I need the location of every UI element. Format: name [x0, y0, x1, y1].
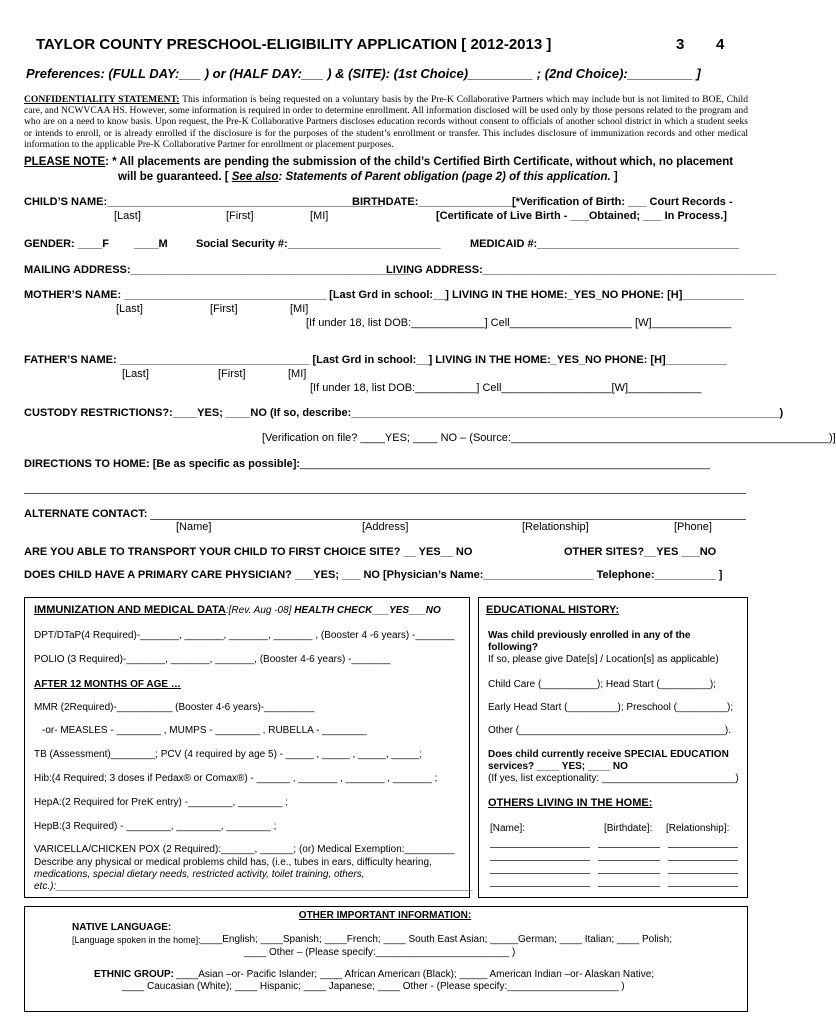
prev-enrolled-q3: If so, please give Date[s] / Location[s] as applicable) — [488, 654, 719, 665]
describe-line-3[interactable]: etc.):___________________________________________________________________________ — [34, 881, 474, 892]
prev-enrolled-q2: following? — [488, 642, 538, 653]
certificate-status[interactable]: [Certificate of Live Birth - ___Obtained; ___ In Process.] — [436, 210, 727, 222]
hepb-line[interactable]: HepB:(3 Required) - ________, ________, ________ ; — [34, 821, 277, 832]
custody-restrictions[interactable]: CUSTODY RESTRICTIONS?:____YES; ____NO (If so, describe:______________________________________________________________________) — [24, 407, 784, 419]
directions-field[interactable]: ___________________________________________________________________ — [300, 458, 710, 470]
see-also: See also — [231, 171, 279, 183]
please-note-line2a: will be guaranteed. [ — [118, 171, 232, 183]
living-address-field[interactable]: LIVING ADDRESS:________________________________________________ — [386, 264, 777, 276]
tb-pcv-line[interactable]: TB (Assessment)________; PCV (4 required by age 5) - _____ , _____ , _____, _____; — [34, 749, 423, 760]
father-last-label: [Last] — [122, 368, 149, 380]
other-sites[interactable]: OTHER SITES?__YES ___NO — [564, 546, 717, 558]
mother-dob-cell-line[interactable]: [If under 18, list DOB:____________] Cell____________________ [W]_____________ — [306, 317, 732, 329]
child-mi-label: [MI] — [310, 210, 329, 222]
please-note — [24, 155, 748, 185]
custody-verification[interactable]: [Verification on file? ____YES; ____ NO – (Source:____________________________________________________)] — [262, 432, 836, 444]
other-info-header: OTHER IMPORTANT INFORMATION: — [298, 910, 472, 921]
confidentiality-label: CONFIDENTIALITY STATEMENT: — [24, 94, 180, 105]
others-row-2-birthdate[interactable] — [598, 860, 660, 861]
confidentiality-statement — [24, 94, 748, 150]
education-other[interactable]: Other (_____________________________________). — [488, 725, 732, 736]
others-row-4-birthdate[interactable] — [598, 886, 660, 887]
page-num-4: 4 — [716, 36, 725, 53]
alt-relationship-label: [Relationship] — [522, 521, 589, 533]
preferences-line[interactable]: Preferences: (FULL DAY:___ ) or (HALF DAY:___ ) & (SITE): (1st Choice)_________ ; (2nd Choice):_________ ] — [26, 66, 701, 81]
others-row-3-birthdate[interactable] — [598, 873, 660, 874]
ssn-field[interactable]: Social Security #:_________________________ — [196, 238, 441, 250]
ethnic-group-label: ETHNIC GROUP: — [94, 969, 174, 980]
please-note-line1: : * All placements are pending the submission of the child’s Certified Birth Certificate, without which, no placement — [105, 156, 734, 168]
mother-last-label: [Last] — [116, 303, 143, 315]
alt-phone-label: [Phone] — [674, 521, 712, 533]
transport-question[interactable]: ARE YOU ABLE TO TRANSPORT YOUR CHILD TO FIRST CHOICE SITE? __ YES__ NO — [24, 546, 473, 558]
polio-line[interactable]: POLIO (3 Required)-_______, _______, _______, (Booster 4-6 years) -_______ — [34, 654, 391, 665]
please-note-label: PLEASE NOTE — [24, 156, 106, 168]
others-col-relationship: [Relationship]: — [666, 823, 730, 834]
others-col-birthdate: [Birthdate]: — [604, 823, 653, 834]
immunization-header — [34, 604, 441, 616]
measles-mumps-rubella-line[interactable]: -or- MEASLES - ________ , MUMPS - ________ , RUBELLA - ________ — [42, 725, 367, 736]
varicella-line[interactable]: VARICELLA/CHICKEN POX (2 Required):______, ______; (or) Medical Exemption:_________ — [34, 844, 455, 855]
language-hint: [Language spoken in the home]: — [72, 935, 201, 945]
gender-male[interactable]: ____M — [134, 238, 168, 250]
prev-enrolled-q1: Was child previously enrolled in any of the — [488, 630, 691, 641]
native-language-label: NATIVE LANGUAGE: — [72, 922, 172, 933]
special-ed-q3[interactable]: (If yes, list exceptionality: ________________________) — [488, 773, 739, 784]
ethnic-options-1[interactable]: ____Asian –or- Pacific Islander; ____ African American (Black); _____ American Indian –or- Alaskan Native; — [176, 969, 655, 980]
mother-mi-label: [MI] — [290, 303, 309, 315]
directions-label: DIRECTIONS TO HOME: [Be as specific as possible]: — [24, 458, 301, 470]
education-header: EDUCATIONAL HISTORY: — [486, 604, 620, 616]
hib-line[interactable]: Hib:(4 Required; 3 doses if Pedax® or Comax®) - ______ , _______ , _______ , _______ ; — [34, 773, 438, 784]
others-row-1-relationship[interactable] — [668, 847, 738, 848]
child-last-label: [Last] — [114, 210, 141, 222]
special-ed-q2[interactable]: services? ____ YES; ____ NO — [488, 761, 628, 772]
mailing-address-field[interactable]: MAILING ADDRESS:______________________________________________ — [24, 264, 412, 276]
language-other[interactable]: ____ Other – (Please specify:________________________ ) — [244, 947, 516, 958]
others-row-3-relationship[interactable] — [668, 873, 738, 874]
child-care-head-start[interactable]: Child Care (__________); Head Start (_________); — [488, 679, 716, 690]
others-row-2-relationship[interactable] — [668, 860, 738, 861]
alternate-contact-label: ALTERNATE CONTACT: — [24, 508, 148, 520]
birthdate-field[interactable]: BIRTHDATE:________________ — [352, 196, 517, 208]
primary-care-physician[interactable]: DOES CHILD HAVE A PRIMARY CARE PHYSICIAN? ___YES; ___ NO [Physician’s Name:__________________ Telephone:__________ ] — [24, 569, 723, 581]
please-note-line2b: : Statements of Parent obligation (page 2) of this application. — [278, 171, 611, 183]
father-mi-label: [MI] — [288, 368, 307, 380]
others-row-4-name[interactable] — [490, 886, 590, 887]
describe-line-1: Describe any physical or medical problems child has, (i.e., tubes in ears, difficulty hearing, — [34, 857, 432, 868]
medicaid-field[interactable]: MEDICAID #:_________________________________ — [470, 238, 740, 250]
gender-female[interactable]: GENDER: ____F — [24, 238, 109, 250]
language-options[interactable]: ____English; ____Spanish; ____French; ____ South East Asian; _____German; ____ Italian; ____ Polish; — [200, 934, 673, 945]
child-first-label: [First] — [226, 210, 254, 222]
page-num-3: 3 — [676, 36, 685, 53]
after-12-months: AFTER 12 MONTHS OF AGE … — [34, 679, 181, 690]
please-note-line2c: ] — [610, 171, 618, 183]
mmr-line[interactable]: MMR (2Required)-__________ (Booster 4-6 years)-_________ — [34, 702, 315, 713]
dpt-line[interactable]: DPT/DTaP(4 Required)-_______, _______, _______, _______ , (Booster 4 -6 years) -_______ — [34, 630, 455, 641]
others-row-4-relationship[interactable] — [668, 886, 738, 887]
alt-address-label: [Address] — [362, 521, 409, 533]
confidentiality-text: This information is being requested on a voluntary basis by the Pre-K Collaborative Partners which may include but is not limited to BOE, Child care, and NCWVCAA HS. However, some information is required in order to determine enrollment. All information disclosed will be used only by those persons related to the program and who are on a need to know basis. Upon request, the Pre-K Collaborative Partners discloses education records without consent to officials of another school district in which a student seeks or intends to enroll, or is already enrolled if the disclosure is for the purposes of the student’s enrollment or transfer. This includes disclosure of immunization records and other medical information to the applicable Pre-K Collaborative Partner for enrollment or placement purposes. — [24, 94, 748, 150]
ethnic-options-2[interactable]: ____ Caucasian (White); ____ Hispanic; ____ Japanese; ____ Other - (Please specify:____________________ ) — [122, 981, 625, 992]
mother-first-label: [First] — [210, 303, 238, 315]
others-row-1-birthdate[interactable] — [598, 847, 660, 848]
early-head-start-preschool[interactable]: Early Head Start (_________); Preschool (_________); — [488, 702, 734, 713]
fathers-name-line[interactable]: FATHER’S NAME: _______________________________ [Last Grd in school:__] LIVING IN THE HOME:_YES_NO PHONE: [H]__________ — [24, 354, 727, 366]
others-row-1-name[interactable] — [490, 847, 590, 848]
others-row-2-name[interactable] — [490, 860, 590, 861]
verification-of-birth[interactable]: [*Verification of Birth: ___ Court Records - — [512, 196, 733, 208]
others-col-name: [Name]: — [490, 823, 526, 834]
alt-name-label: [Name] — [176, 521, 212, 533]
describe-line-2: medications, special dietary needs, restricted activity, toilet training, others, — [34, 869, 365, 880]
childs-name-field[interactable]: CHILD’S NAME:_____________________________________________ — [24, 196, 383, 208]
hepa-line[interactable]: HepA:(2 Required for PreK entry) -________, ________ ; — [34, 797, 289, 808]
directions-line-2[interactable] — [24, 493, 746, 494]
mothers-name-line[interactable]: MOTHER’S NAME: _________________________________ [Last Grd in school:__] LIVING IN THE HOME:_YES_NO PHONE: [H]__________ — [24, 289, 744, 301]
others-row-3-name[interactable] — [490, 873, 590, 874]
form-title: TAYLOR COUNTY PRESCHOOL-ELIGIBILITY APPLICATION [ 2012-2013 ] — [36, 36, 552, 53]
father-dob-cell-line[interactable]: [If under 18, list DOB:__________] Cell__________________[W]____________ — [310, 382, 702, 394]
immunization-title: IMMUNIZATION AND MEDICAL DATA — [34, 604, 226, 616]
immunization-rev: :[Rev. Aug -08] — [225, 605, 292, 616]
special-ed-q1: Does child currently receive SPECIAL EDUCATION — [488, 749, 729, 760]
others-living-header: OTHERS LIVING IN THE HOME: — [488, 797, 653, 809]
health-check[interactable]: HEALTH CHECK___YES___NO — [291, 605, 441, 616]
alternate-contact-line[interactable] — [150, 519, 746, 520]
father-first-label: [First] — [218, 368, 246, 380]
